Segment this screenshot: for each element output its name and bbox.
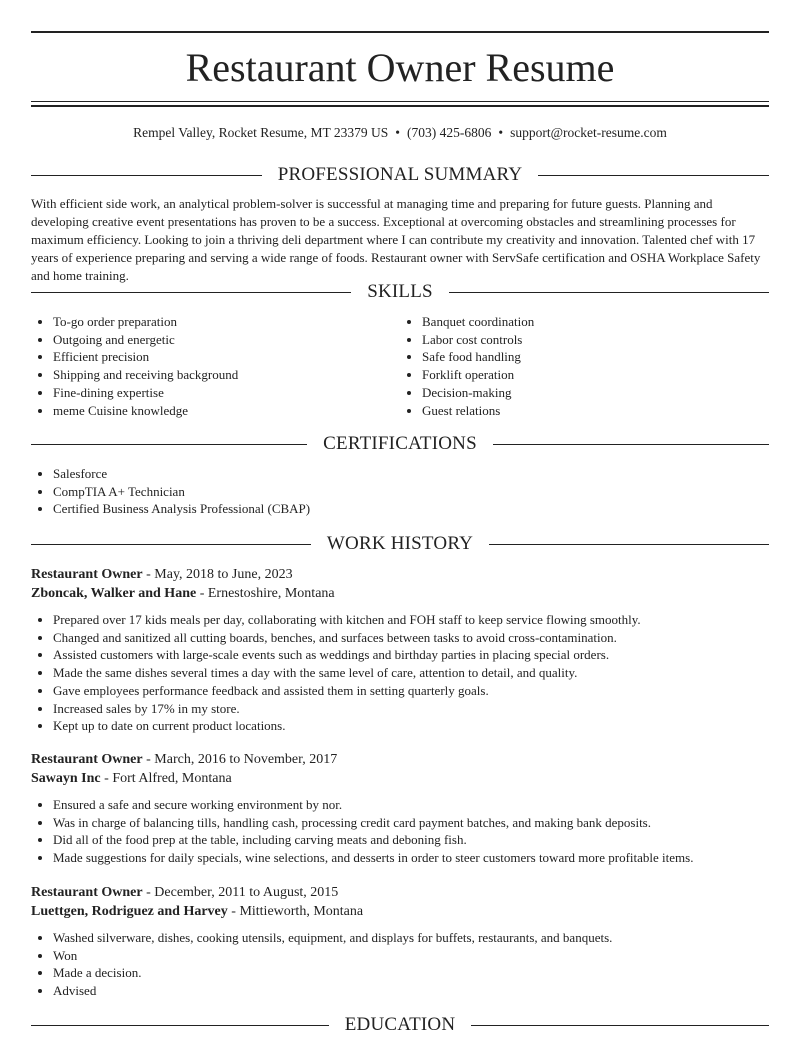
list-item: • Gave employees performance feedback and assisted them in setting quarterly goals. [53,682,769,700]
list-item: • Decision-making [422,384,769,402]
list-item: • Advised [53,982,769,1000]
section-heading-education [31,1013,769,1037]
job-bullets [31,929,769,1000]
company-name: Zboncak, Walker and Hane [31,586,197,601]
skills-column-right [400,313,769,419]
list-item: • Labor cost controls [422,331,769,349]
job-title-line: Restaurant Owner - May, 2018 to June, 2023 [31,567,293,582]
page-title: Restaurant Owner Resume [185,45,615,90]
divider [31,101,769,102]
list-item: • Outgoing and energetic [53,331,400,349]
job-bullets [31,796,769,867]
separator: • [498,125,504,140]
list-item: • Guest relations [422,402,769,420]
job-dates: December, 2011 to August, 2015 [154,885,339,900]
list-item: • Shipping and receiving background [53,366,400,384]
job-entry [31,750,769,867]
job-entry [31,565,769,735]
list-item: • Washed silverware, dishes, cooking utensils, equipment, and displays for buffets, restaurants, and banquets. [53,929,769,947]
list-item: • Won [53,947,769,965]
job-bullets [31,611,769,735]
heading-text: PROFESSIONAL SUMMARY [277,164,523,185]
list-item: • To-go order preparation [53,313,400,331]
email: support@rocket-resume.com [510,125,667,140]
job-title-line: Restaurant Owner - March, 2016 to November, 2017 [31,752,338,767]
company-location: Mittieworth, Montana [239,904,364,919]
certifications-list [31,465,769,518]
job-title: Restaurant Owner [31,567,143,582]
list-item: • Prepared over 17 kids meals per day, collaborating with kitchen and FOH staff to keep service flowing smoothly. [53,611,769,629]
list-item: • Increased sales by 17% in my store. [53,700,769,718]
list-item: • Forklift operation [422,366,769,384]
phone: (703) 425-6806 [406,125,492,140]
list-item: • Salesforce [53,465,769,483]
job-dates: March, 2016 to November, 2017 [154,752,338,767]
skills-list [31,313,769,419]
address: Rempel Valley, Rocket Resume, MT 23379 US [133,125,389,140]
company-name: Sawayn Inc [31,771,101,786]
job-company-line: Luettgen, Rodriguez and Harvey - Mittieworth, Montana [31,904,364,919]
heading-text: CERTIFICATIONS [323,433,477,454]
list-item: • Banquet coordination [422,313,769,331]
list-item: • Made a decision. [53,964,769,982]
section-heading-summary [31,163,769,187]
company-location: Ernestoshire, Montana [207,586,335,601]
divider [31,105,769,107]
list-item: • Certified Business Analysis Professional (CBAP) [53,500,769,518]
list-item: • Changed and sanitized all cutting boards, benches, and surfaces between tasks to avoid cross-contamination. [53,629,769,647]
job-entry [31,883,769,1000]
top-rule [31,31,769,33]
section-heading-work [31,532,769,556]
list-item: • Fine-dining expertise [53,384,400,402]
skills-column-left [31,313,400,419]
company-location: Fort Alfred, Montana [112,771,232,786]
list-item: • Made suggestions for daily specials, wine selections, and desserts in order to steer customers toward more profitable items. [53,849,769,867]
list-item: • Efficient precision [53,348,400,366]
heading-text: EDUCATION [344,1014,456,1035]
company-name: Luettgen, Rodriguez and Harvey [31,904,228,919]
heading-text: SKILLS [367,281,433,302]
job-title: Restaurant Owner [31,885,143,900]
job-company-line: Sawayn Inc - Fort Alfred, Montana [31,771,232,786]
list-item: • Assisted customers with large-scale events such as weddings and birthday parties in placing special orders. [53,646,769,664]
separator: • [395,125,400,140]
list-item: • meme Cuisine knowledge [53,402,400,420]
list-item: • Was in charge of balancing tills, handling cash, processing credit card payment batches, and making bank deposits. [53,814,769,832]
summary-text: With efficient side work, an analytical problem-solver is successful at managing time and preparing for future guests. Planning and developing creative event presentations has proven to be a success. Exceptional at overcoming obstacles and streamlining processes for maximum efficiency. Looking to join a thriving deli department where I can contribute my creativity and innovation. Talented chef with 17 years of experience preparing and serving a wide range of foods. Restaurant owner with ServSafe certification and OSHA Workplace Safety and home training. [31,196,761,283]
list-item: • Made the same dishes several times a day with the same level of care, attention to detail, and quality. [53,664,769,682]
section-heading-skills [31,280,769,304]
job-title: Restaurant Owner [31,752,143,767]
contact-line [31,124,769,142]
list-item: • Safe food handling [422,348,769,366]
section-heading-certifications [31,432,769,456]
heading-text: WORK HISTORY [326,533,474,554]
job-company-line: Zboncak, Walker and Hane - Ernestoshire, Montana [31,586,335,601]
list-item: • Did all of the food prep at the table, including carving meats and deboning fish. [53,831,769,849]
job-title-line: Restaurant Owner - December, 2011 to August, 2015 [31,885,339,900]
job-dates: May, 2018 to June, 2023 [154,567,293,582]
list-item: • Kept up to date on current product locations. [53,717,769,735]
list-item: • CompTIA A+ Technician [53,483,769,501]
list-item: • Ensured a safe and secure working environment by nor. [53,796,769,814]
